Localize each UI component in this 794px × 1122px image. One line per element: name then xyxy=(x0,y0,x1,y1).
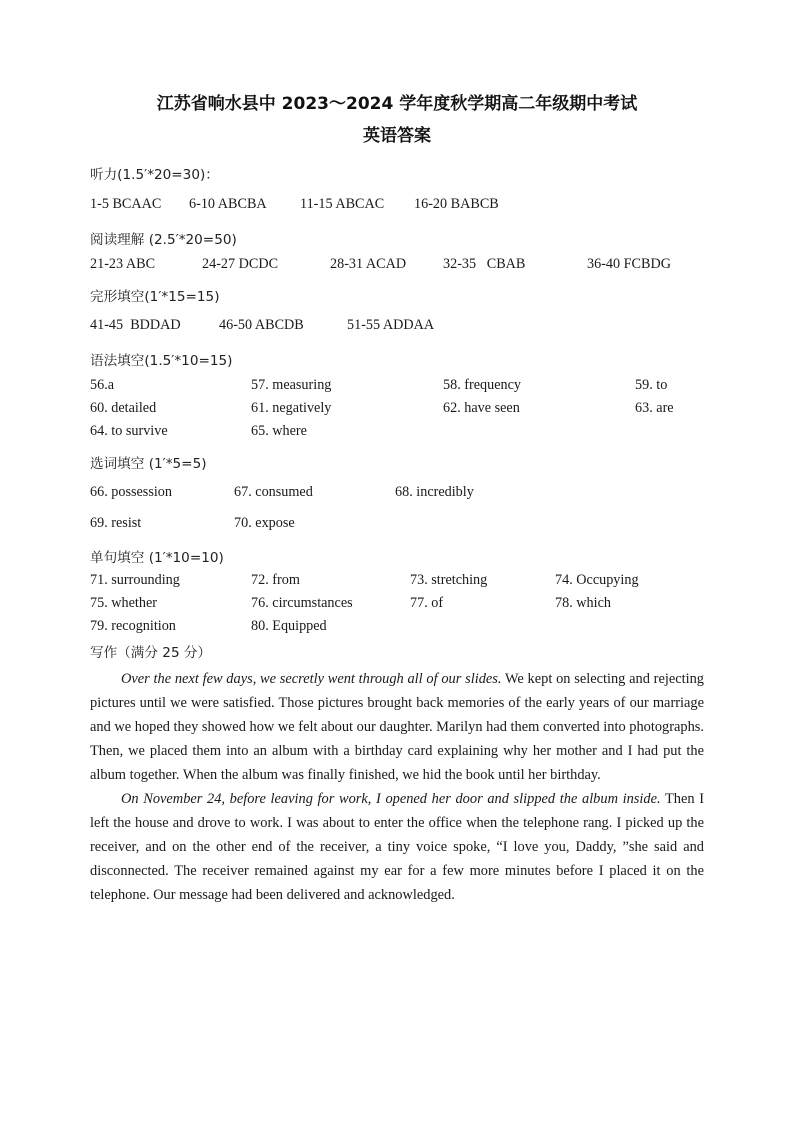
reading-answer-group: 24-27 DCDC xyxy=(202,256,279,272)
cloze-answer-group: 51-55 ADDAA xyxy=(347,317,435,333)
grammar-answer: 56.a xyxy=(90,377,115,393)
document-subtitle: 英语答案 xyxy=(363,126,431,146)
essay-paragraph xyxy=(90,667,704,787)
cloze-answer-group: 46-50 ABCDB xyxy=(219,317,304,333)
sentence-answer: 73. stretching xyxy=(410,572,488,588)
sentence-answer: 77. of xyxy=(410,595,444,611)
sentence-answer: 80. Equipped xyxy=(251,618,327,634)
grammar-answer: 58. frequency xyxy=(443,377,521,393)
grammar-answer: 60. detailed xyxy=(90,400,157,416)
word-choice-answer: 70. expose xyxy=(234,515,295,531)
reading-heading: 阅读理解 (2.5′*20=50) xyxy=(90,232,237,248)
sentence-answer: 79. recognition xyxy=(90,618,176,634)
reading-answer-group: 21-23 ABC xyxy=(90,256,156,272)
essay-paragraph xyxy=(90,787,704,907)
essay-lead-sentence: On November 24, before leaving for work, I opened her door and slipped the album inside. xyxy=(121,791,661,807)
reading-answer-group: 32-35 CBAB xyxy=(443,256,526,272)
essay-lead-sentence: Over the next few days, we secretly went through all of our slides. xyxy=(121,671,502,687)
grammar-answer: 61. negatively xyxy=(251,400,332,416)
listening-answer-group: 6-10 ABCBA xyxy=(189,196,267,212)
cloze-answer-group: 41-45 BDDAD xyxy=(90,317,181,333)
essay-body: Then I left the house and drove to work. I was about to enter the office when the telephone rang. I picked up the receiver, and on the other end of the receiver, a tiny voice spoke, “I love you, Daddy, ”she said and disconnected. The receiver remained against my ear for a few more minutes before I placed it on the telephone. Our message had been delivered and acknowledged. xyxy=(90,791,704,903)
sentence-answer: 76. circumstances xyxy=(251,595,353,611)
word-choice-answer: 68. incredibly xyxy=(395,484,474,500)
sentence-answer: 71. surrounding xyxy=(90,572,180,588)
sentence-heading: 单句填空 (1′*10=10) xyxy=(90,550,224,566)
document-title: 江苏省响水县中 2023～2024 学年度秋学期高二年级期中考试 xyxy=(156,94,638,114)
grammar-answer: 57. measuring xyxy=(251,377,332,393)
writing-essay xyxy=(90,667,704,907)
listening-answer-group: 11-15 ABCAC xyxy=(300,196,385,212)
word-choice-answer: 67. consumed xyxy=(234,484,313,500)
grammar-answer: 59. to xyxy=(635,377,668,393)
reading-answer-group: 36-40 FCBDG xyxy=(587,256,671,272)
cloze-heading: 完形填空(1′*15=15) xyxy=(90,289,220,305)
word-choice-answer: 69. resist xyxy=(90,515,142,531)
word-choice-heading: 选词填空 (1′*5=5) xyxy=(90,456,207,472)
reading-answer-group: 28-31 ACAD xyxy=(330,256,407,272)
essay-body: We kept on selecting and rejecting pictures until we were satisfied. Those pictures brought back memories of the early years of our marriage and we hoped they showed how we felt about our daughter. Marilyn had them converted into photographs. Then, we placed them into an album with a birthday card explaining why her mother and I had put the album together. When the album was finally finished, we hid the book until her birthday. xyxy=(90,671,704,783)
sentence-answer: 75. whether xyxy=(90,595,157,611)
word-choice-answer: 66. possession xyxy=(90,484,172,500)
grammar-heading: 语法填空(1.5′*10=15) xyxy=(90,353,233,369)
grammar-answer: 65. where xyxy=(251,423,307,439)
grammar-answer: 63. are xyxy=(635,400,674,416)
grammar-answer: 64. to survive xyxy=(90,423,168,439)
writing-heading: 写作（满分 25 分） xyxy=(90,645,212,661)
sentence-answer: 72. from xyxy=(251,572,300,588)
sentence-answer: 78. which xyxy=(555,595,611,611)
grammar-answer: 62. have seen xyxy=(443,400,520,416)
listening-answer-group: 1-5 BCAAC xyxy=(90,196,162,212)
listening-answer-group: 16-20 BABCB xyxy=(414,196,499,212)
sentence-answer: 74. Occupying xyxy=(555,572,639,588)
listening-heading: 听力(1.5′*20=30)： xyxy=(90,167,219,183)
